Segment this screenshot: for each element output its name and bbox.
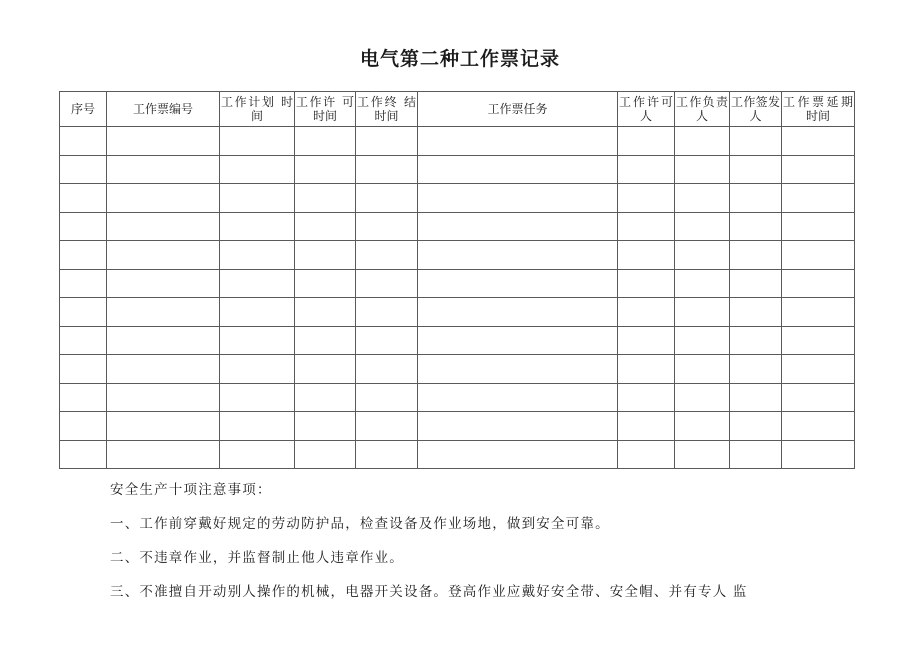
table-cell — [356, 440, 418, 469]
table-cell — [220, 241, 295, 270]
table-cell — [295, 184, 356, 213]
header-permit-time: 工作许 可时间 — [295, 92, 356, 127]
table-cell — [730, 155, 782, 184]
header-end-time: 工作终 结时间 — [356, 92, 418, 127]
table-cell — [675, 241, 730, 270]
table-cell — [675, 383, 730, 412]
table-cell — [730, 412, 782, 441]
safety-note-2: 二、不违章作业，并监督制止他人违章作业。 — [110, 550, 404, 566]
table-cell — [418, 383, 618, 412]
table-cell — [418, 269, 618, 298]
table-cell — [60, 383, 107, 412]
table-cell — [356, 383, 418, 412]
table-cell — [295, 326, 356, 355]
table-row — [60, 355, 855, 384]
table-cell — [418, 241, 618, 270]
table-cell — [356, 355, 418, 384]
table-cell — [107, 412, 220, 441]
table-cell — [107, 383, 220, 412]
table-row — [60, 184, 855, 213]
table-cell — [356, 212, 418, 241]
table-cell — [60, 440, 107, 469]
table-cell — [220, 298, 295, 327]
table-cell — [295, 412, 356, 441]
table-cell — [730, 298, 782, 327]
table-cell — [782, 298, 855, 327]
safety-notes — [110, 478, 840, 600]
table-cell — [782, 127, 855, 156]
table-cell — [618, 212, 675, 241]
table-cell — [295, 241, 356, 270]
table-cell — [107, 269, 220, 298]
table-cell — [782, 383, 855, 412]
ticket-record-table — [59, 91, 855, 469]
table-cell — [618, 440, 675, 469]
table-cell — [107, 440, 220, 469]
table-cell — [220, 412, 295, 441]
table-cell — [618, 355, 675, 384]
table-cell — [295, 440, 356, 469]
header-serial-no: 序号 — [60, 92, 107, 127]
table-cell — [356, 127, 418, 156]
table-cell — [618, 412, 675, 441]
table-cell — [418, 298, 618, 327]
table-cell — [220, 155, 295, 184]
table-cell — [295, 127, 356, 156]
header-responsible-person: 工作负责人 — [675, 92, 730, 127]
table-cell — [782, 212, 855, 241]
table-cell — [295, 383, 356, 412]
table-cell — [295, 298, 356, 327]
table-row — [60, 269, 855, 298]
table-cell — [618, 127, 675, 156]
table-cell — [220, 440, 295, 469]
table-cell — [618, 155, 675, 184]
table-cell — [107, 127, 220, 156]
table-cell — [60, 212, 107, 241]
table-cell — [60, 326, 107, 355]
table-cell — [418, 440, 618, 469]
table-cell — [60, 184, 107, 213]
table-cell — [730, 269, 782, 298]
table-cell — [730, 440, 782, 469]
header-permitter: 工作许可人 — [618, 92, 675, 127]
table-row — [60, 440, 855, 469]
table-cell — [782, 269, 855, 298]
table-cell — [356, 155, 418, 184]
table-cell — [782, 155, 855, 184]
safety-note-1: 一、工作前穿戴好规定的劳动防护品，检查设备及作业场地，做到安全可靠。 — [110, 516, 610, 532]
table-cell — [675, 298, 730, 327]
table-cell — [782, 440, 855, 469]
header-ticket-number: 工作票编号 — [107, 92, 220, 127]
table-cell — [730, 383, 782, 412]
document-title: 电气第二种工作票记录 — [359, 48, 560, 70]
table-body — [60, 127, 855, 469]
safety-notes-heading: 安全生产十项注意事项： — [110, 482, 272, 498]
table-cell — [220, 355, 295, 384]
table-cell — [418, 127, 618, 156]
table-cell — [418, 184, 618, 213]
table-cell — [220, 184, 295, 213]
table-cell — [295, 155, 356, 184]
table-cell — [418, 212, 618, 241]
table-cell — [730, 184, 782, 213]
table-cell — [107, 155, 220, 184]
table-cell — [220, 326, 295, 355]
table-cell — [356, 412, 418, 441]
header-ticket-task: 工作票任务 — [418, 92, 618, 127]
table-row — [60, 298, 855, 327]
table-cell — [730, 127, 782, 156]
table-cell — [675, 440, 730, 469]
table-cell — [418, 355, 618, 384]
table-cell — [107, 212, 220, 241]
table-cell — [730, 355, 782, 384]
table-cell — [60, 412, 107, 441]
table-cell — [675, 412, 730, 441]
table-cell — [618, 326, 675, 355]
table-row — [60, 412, 855, 441]
table-cell — [675, 212, 730, 241]
table-cell — [107, 355, 220, 384]
table-cell — [295, 355, 356, 384]
table-cell — [782, 412, 855, 441]
safety-note-3: 三、不准擅自开动别人操作的机械，电器开关设备。登高作业应戴好安全带、安全帽、并有专人 监 — [110, 584, 748, 600]
table-row — [60, 241, 855, 270]
table-cell — [356, 326, 418, 355]
table-cell — [782, 326, 855, 355]
table-cell — [356, 298, 418, 327]
header-extension-time: 工作票延期时间 — [782, 92, 855, 127]
table-row — [60, 212, 855, 241]
table-cell — [782, 241, 855, 270]
table-cell — [60, 298, 107, 327]
table-cell — [675, 326, 730, 355]
table-cell — [107, 298, 220, 327]
table-cell — [418, 326, 618, 355]
table-row — [60, 326, 855, 355]
table-row — [60, 383, 855, 412]
table-cell — [730, 326, 782, 355]
table-cell — [418, 155, 618, 184]
table-cell — [295, 212, 356, 241]
table-row — [60, 127, 855, 156]
table-cell — [730, 241, 782, 270]
table-cell — [618, 241, 675, 270]
table-cell — [675, 184, 730, 213]
table-cell — [675, 127, 730, 156]
table-cell — [60, 241, 107, 270]
table-cell — [220, 383, 295, 412]
table-cell — [220, 127, 295, 156]
table-cell — [60, 155, 107, 184]
table-cell — [60, 127, 107, 156]
table-cell — [295, 269, 356, 298]
table-cell — [60, 355, 107, 384]
table-cell — [418, 412, 618, 441]
table-cell — [220, 212, 295, 241]
table-cell — [675, 155, 730, 184]
header-issuer: 工作签发人 — [730, 92, 782, 127]
table-cell — [618, 383, 675, 412]
table-cell — [618, 269, 675, 298]
table-cell — [107, 326, 220, 355]
table-cell — [730, 212, 782, 241]
table-cell — [356, 241, 418, 270]
table-cell — [782, 355, 855, 384]
table-cell — [782, 184, 855, 213]
table-cell — [675, 355, 730, 384]
table-cell — [220, 269, 295, 298]
table-cell — [107, 241, 220, 270]
table-cell — [107, 184, 220, 213]
table-row — [60, 155, 855, 184]
header-planned-time: 工作计划 时间 — [220, 92, 295, 127]
table-cell — [618, 298, 675, 327]
table-header-row — [60, 92, 855, 127]
table-cell — [675, 269, 730, 298]
table-cell — [356, 184, 418, 213]
table-cell — [60, 269, 107, 298]
table-cell — [618, 184, 675, 213]
table-cell — [356, 269, 418, 298]
